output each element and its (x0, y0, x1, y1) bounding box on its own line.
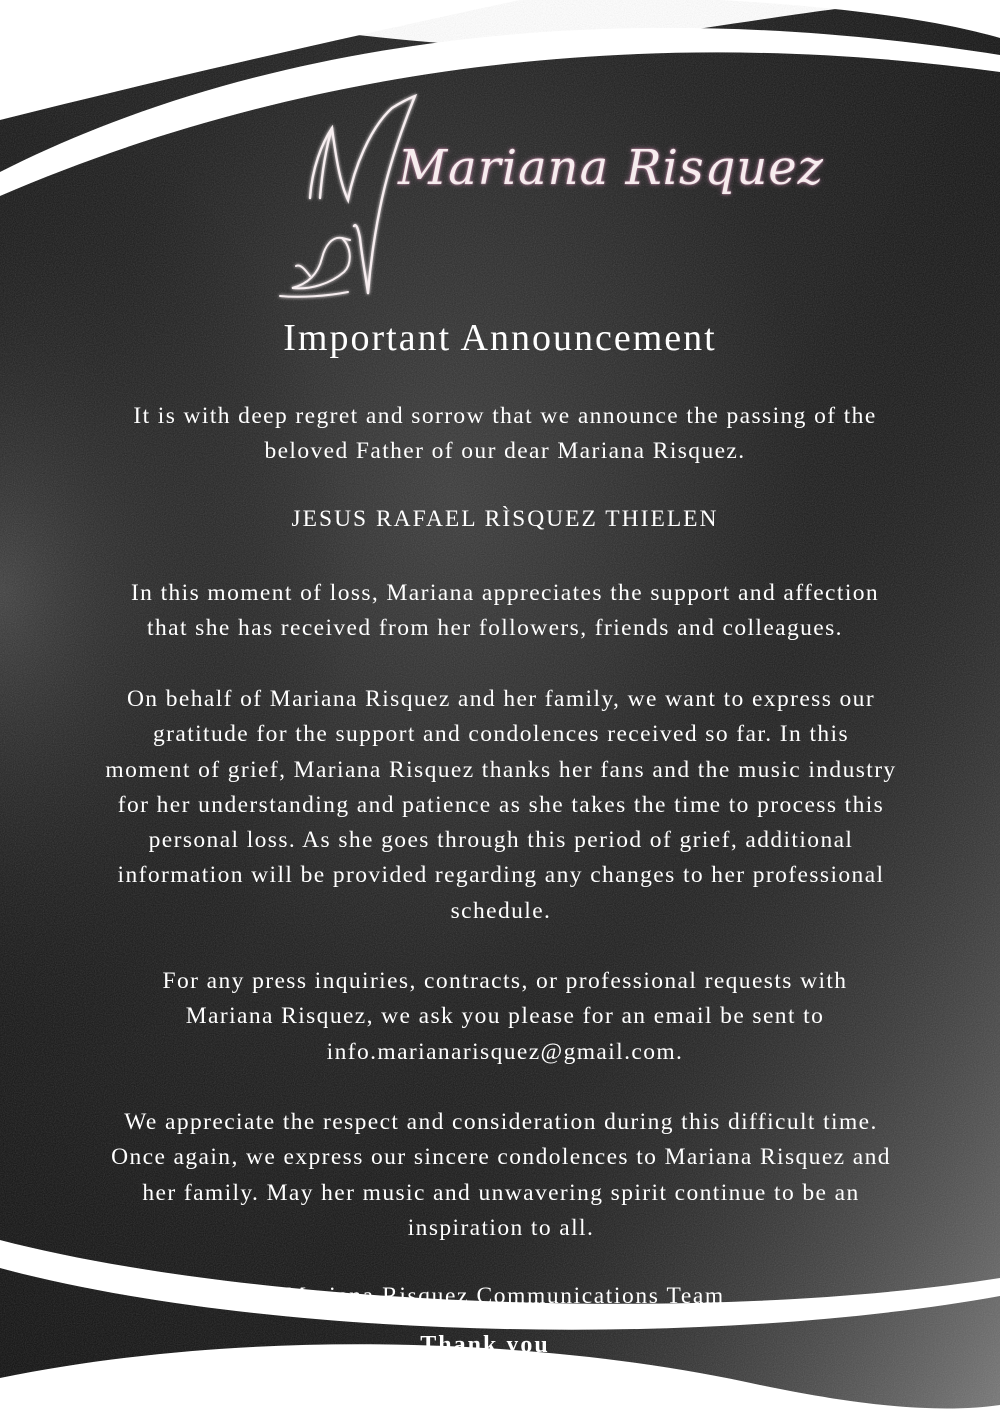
press-line: Mariana Risquez, we ask you please for an email be sent to (185, 1003, 825, 1030)
logo-graphic (270, 88, 700, 310)
logo-wordmark: Mariana Risquez (398, 140, 824, 196)
closing-paragraph (0, 1105, 1000, 1246)
closing-line: her family. May her music and unwavering spirit continue to be an (142, 1179, 860, 1206)
closing-line: We appreciate the respect and consideration during this difficult time. (124, 1109, 878, 1135)
behalf-line: for her understanding and patience as she takes the time to process this (117, 791, 885, 818)
behalf-line: information will be provided regarding any changes to her professional (117, 862, 885, 889)
behalf-line: gratitude for the support and condolences received so far. In this (152, 721, 850, 748)
press-paragraph (0, 964, 1000, 1070)
support-line: In this moment of loss, Mariana appreciates the support and affection (130, 580, 880, 606)
deceased-name: JESUS RAFAEL RÌSQUEZ THIELEN (291, 506, 719, 532)
support-line: that she has received from her followers, friends and colleagues. (147, 615, 843, 642)
closing-line: Once again, we express our sincere condolences to Mariana Risquez and (111, 1144, 891, 1171)
announcement-title: Important Announcement (283, 317, 717, 359)
behalf-line: schedule. (450, 897, 552, 924)
behalf-line: moment of grief, Mariana Risquez thanks her fans and the music industry (105, 756, 897, 783)
closing-line: inspiration to all. (407, 1214, 595, 1241)
behalf-line: personal loss. As she goes through this period of grief, additional (148, 827, 854, 854)
support-paragraph (0, 576, 1000, 647)
thank-you: Thank you (420, 1332, 550, 1358)
press-email: info.marianarisquez@gmail.com. (326, 1038, 684, 1065)
behalf-line: On behalf of Mariana Risquez and her family, we want to express our (126, 686, 876, 712)
press-line: For any press inquiries, contracts, or professional requests with (162, 968, 848, 994)
behalf-paragraph (0, 682, 1000, 929)
intro-line: beloved Father of our dear Mariana Risquez. (264, 438, 746, 465)
intro-line: It is with deep regret and sorrow that we announce the passing of the (133, 403, 877, 429)
bird-on-branch-icon (280, 238, 350, 297)
signature: Mariana Risquez Communications Team (285, 1283, 725, 1309)
intro-paragraph (0, 399, 1000, 470)
